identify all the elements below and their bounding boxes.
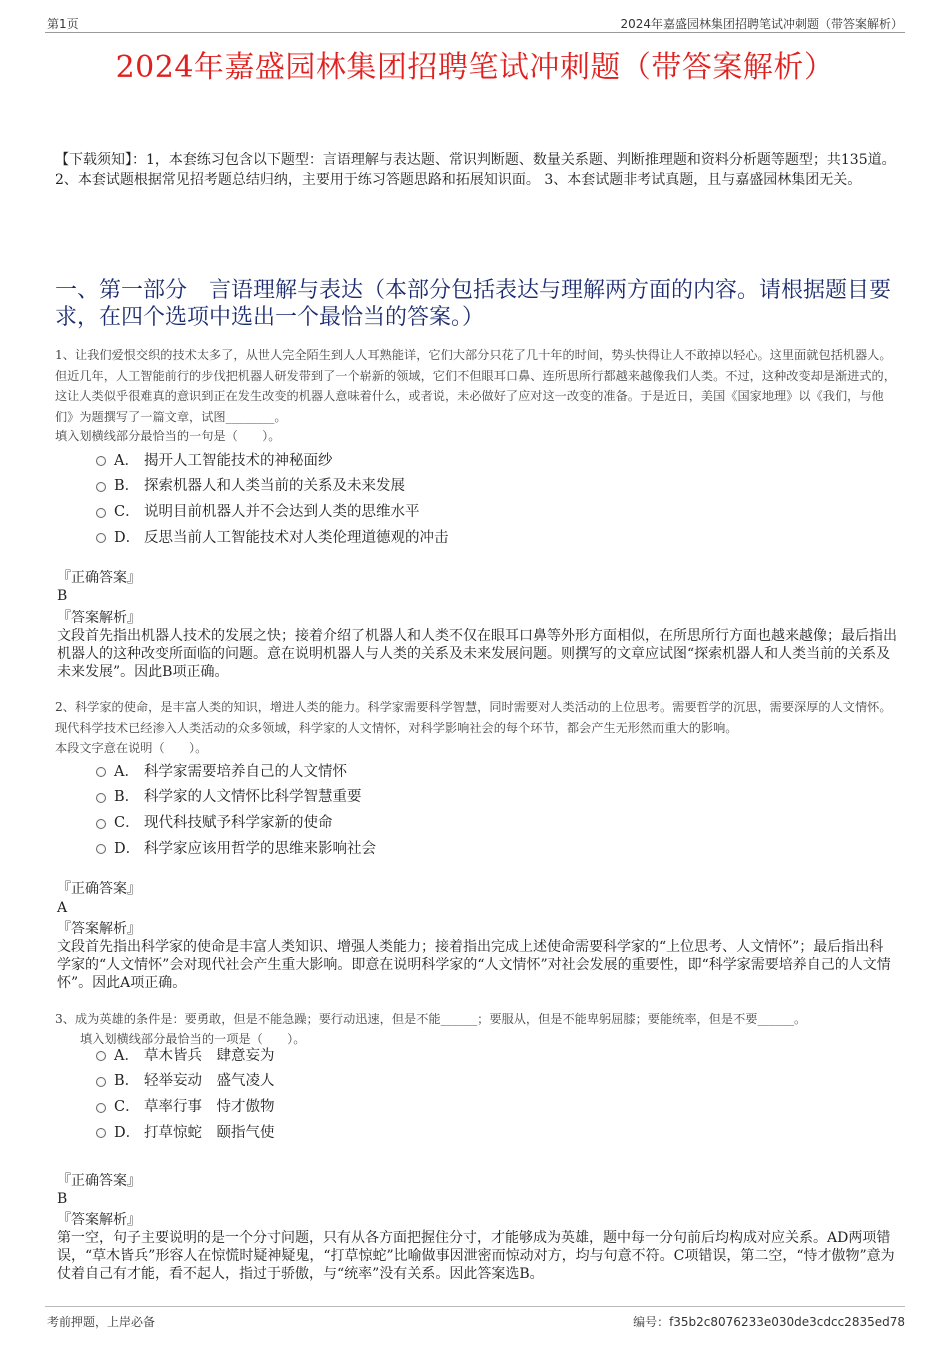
option-d[interactable] (96, 834, 376, 860)
radio-button[interactable] (96, 767, 106, 777)
option-letter: A． (114, 763, 139, 780)
header-doc-title: 2024年嘉盛园林集团招聘笔试冲刺题（带答案解析） (620, 17, 903, 31)
option-text: 科学家需要培养自己的人文情怀 (144, 763, 347, 780)
download-notice: 【下载须知】：1，本套练习包含以下题型：言语理解与表达题、常识判断题、数量关系题、判断推理题和资料分析题等题型；共135道。 2、本套试题根据常见招考题总结归纳，主要用于练习答题思路和拓展知识面。 3、本套试题非考试真题，且与嘉盛园林集团无关。 (55, 152, 896, 188)
radio-button[interactable] (96, 1128, 106, 1138)
option-letter: B． (114, 789, 140, 806)
question-2-analysis: 文段首先指出科学家的使命是丰富人类知识、增强人类能力；接着指出完成上述使命需要科学家的“上位思考、人文情怀”；最后指出科学家的“人文情怀”会对现代社会产生重大影响。即意在说明科学家的“人文情怀”对社会发展的重要性，即“科学家需要培养自己的人文情怀”。因此A项正确。 (57, 939, 891, 991)
option-b[interactable] (96, 783, 362, 809)
question-1-answer: B (57, 588, 68, 604)
radio-button[interactable] (96, 508, 106, 518)
radio-button[interactable] (96, 819, 106, 829)
option-letter: B． (114, 478, 140, 495)
option-text: 现代科技赋予科学家新的使命 (144, 815, 333, 832)
analysis-label: 『答案解析』 (57, 610, 141, 626)
analysis-label: 『答案解析』 (57, 921, 141, 937)
question-3-analysis: 第一空，句子主要说明的是一个分寸问题，只有从各方面把握住分寸，才能够成为英雄，题中每一分句前后均构成对应关系。AD两项错误，“草木皆兵”形容人在惊慌时疑神疑鬼，“打草惊蛇”比喻做事因泄密而惊动对方，均与句意不符。C项错误，第二空，“恃才傲物”意为仗着自己有才能，看不起人，指过于骄傲，与“统率”没有关系。因此答案选B。 (57, 1230, 895, 1282)
question-1-prompt: 填入划横线部分最恰当的一句是（ ）。 (55, 429, 281, 443)
footer-slogan: 考前押题，上岸必备 (47, 1315, 156, 1329)
option-letter: D． (114, 1124, 141, 1141)
question-2-stem: 2、科学家的使命，是丰富人类的知识，增进人类的能力。科学家需要科学智慧，同时需要对人类活动的上位思考。需要哲学的沉思，需要深厚的人文情怀。现代科学技术已经渗入人类活动的众多领域，科学家的人文情怀，对科学影响社会的每个环节，都会产生无形然而重大的影响。 (55, 700, 892, 735)
radio-button[interactable] (96, 533, 106, 543)
question-1-analysis: 文段首先指出机器人技术的发展之快；接着介绍了机器人和人类不仅在眼耳口鼻等外形方面相似，在所思所行方面也越来越像；最后指出机器人的这种改变所面临的问题。意在说明机器人与人类的关系及未来发展问题。则撰写的文章应试图“探索机器人和人类当前的关系及未来发展”。因此B项正确。 (57, 628, 897, 680)
section-heading: 一、第一部分 言语理解与表达（本部分包括表达与理解两方面的内容。请根据题目要求，在四个选项中选出一个最恰当的答案。） (55, 278, 892, 330)
option-letter: B． (114, 1073, 140, 1090)
page-number: 第1页 (47, 17, 79, 31)
option-letter: C． (114, 504, 140, 521)
option-letter: C． (114, 1099, 140, 1116)
option-c[interactable] (96, 498, 420, 524)
radio-button[interactable] (96, 793, 106, 803)
option-text: 说明目前机器人并不会达到人类的思维水平 (144, 504, 420, 521)
question-3-answer: B (57, 1191, 68, 1207)
question-3-prompt: 填入划横线部分最恰当的一项是（ ）。 (80, 1032, 306, 1046)
answer-label: 『正确答案』 (57, 1173, 141, 1189)
option-a[interactable] (96, 446, 333, 472)
option-letter: A． (114, 1047, 139, 1064)
option-a[interactable] (96, 1041, 275, 1067)
option-letter: D． (114, 529, 141, 546)
option-b[interactable] (96, 472, 405, 498)
option-d[interactable] (96, 1118, 275, 1144)
option-text: 揭开人工智能技术的神秘面纱 (144, 452, 333, 469)
option-text: 探索机器人和人类当前的关系及未来发展 (144, 478, 405, 495)
header-divider (45, 32, 905, 33)
radio-button[interactable] (96, 1077, 106, 1087)
radio-button[interactable] (96, 844, 106, 854)
radio-button[interactable] (96, 456, 106, 466)
radio-button[interactable] (96, 1051, 106, 1061)
option-letter: A． (114, 452, 139, 469)
footer-divider (45, 1306, 905, 1307)
option-text: 科学家的人文情怀比科学智慧重要 (144, 789, 362, 806)
option-letter: D． (114, 840, 141, 857)
question-3-stem: 3、成为英雄的条件是：要勇敢，但是不能急躁；要行动迅速，但是不能______；要服从，但是不能卑躬屈膝；要能统率，但是不要______。 (55, 1012, 807, 1026)
document-id: 编号：f35b2c8076233e030de3cdcc2835ed78 (633, 1315, 905, 1329)
option-d[interactable] (96, 523, 449, 549)
question-1-stem: 1、让我们爱恨交织的技术太多了，从世人完全陌生到人人耳熟能详，它们大部分只花了几十年的时间，势头快得让人不敢掉以轻心。这里面就包括机器人。但近几年，人工智能前行的步伐把机器人研发带到了一个崭新的领域，它们不但眼耳口鼻、连所思所行都越来越像我们人类。不过，这种改变却是渐进式的，这让人类似乎很难真的意识到正在发生改变的机器人意味着什么，或者说，未必做好了应对这一改变的准备。于是近日，美国《国家地理》以《我们，与他们》为题撰写了一篇文章，试图________。 (55, 348, 896, 424)
document-title: 2024年嘉盛园林集团招聘笔试冲刺题（带答案解析） (115, 50, 835, 85)
radio-button[interactable] (96, 482, 106, 492)
option-text: 打草惊蛇 颐指气使 (144, 1124, 275, 1141)
analysis-label: 『答案解析』 (57, 1212, 141, 1228)
option-c[interactable] (96, 1093, 275, 1119)
question-2-prompt: 本段文字意在说明（ ）。 (55, 741, 208, 755)
option-text: 反思当前人工智能技术对人类伦理道德观的冲击 (144, 529, 449, 546)
option-text: 科学家应该用哲学的思维来影响社会 (144, 840, 376, 857)
option-b[interactable] (96, 1067, 275, 1093)
answer-label: 『正确答案』 (57, 570, 141, 586)
option-text: 轻举妄动 盛气凌人 (144, 1073, 275, 1090)
option-c[interactable] (96, 809, 333, 835)
answer-label: 『正确答案』 (57, 881, 141, 897)
option-text: 草木皆兵 肆意妄为 (144, 1047, 275, 1064)
question-2-answer: A (57, 900, 68, 916)
option-text: 草率行事 恃才傲物 (144, 1099, 275, 1116)
radio-button[interactable] (96, 1103, 106, 1113)
option-letter: C． (114, 815, 140, 832)
option-a[interactable] (96, 757, 347, 783)
